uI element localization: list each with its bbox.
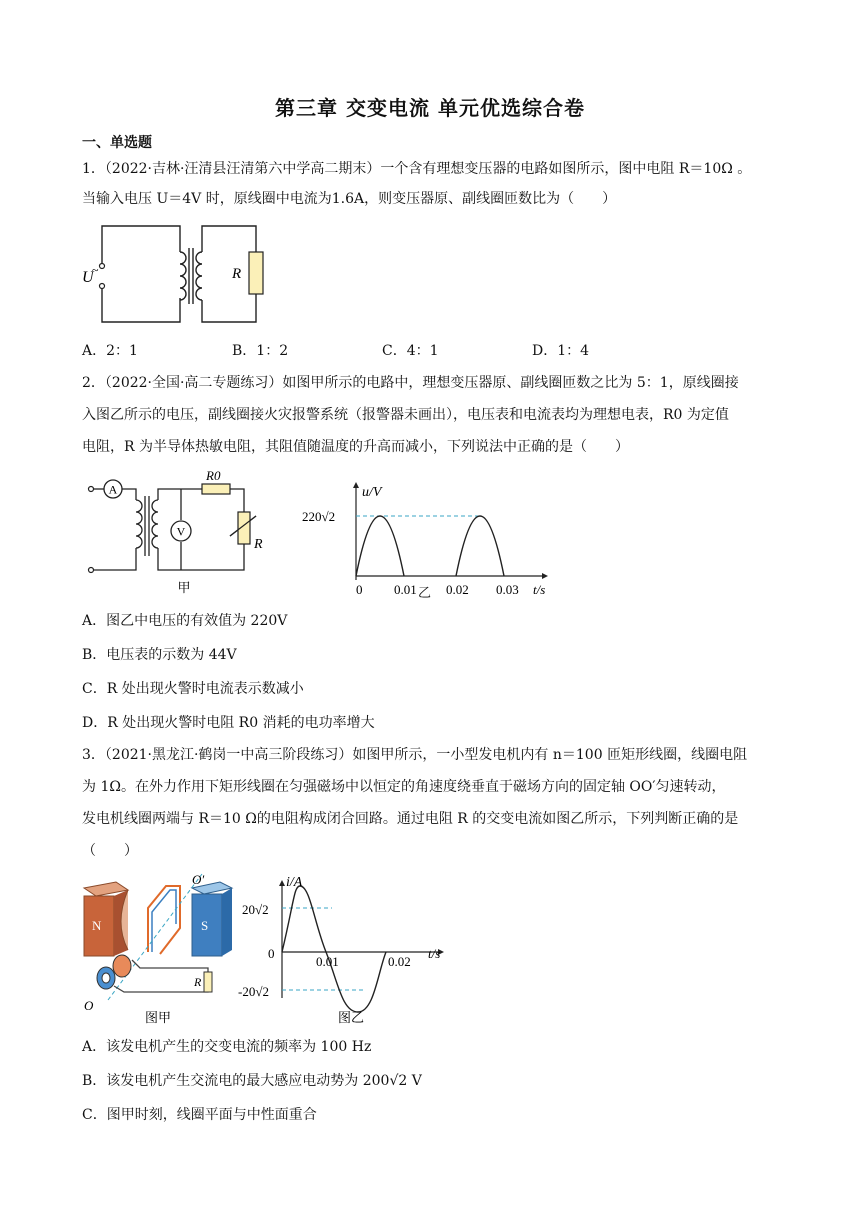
q3-graph-tick-2: 0.02	[388, 954, 411, 969]
q2-figure-yi-caption: 乙	[418, 586, 432, 601]
q3-resistor-label: R	[194, 975, 202, 989]
q3-wire-top	[132, 960, 208, 976]
q1-resistor-label: R	[232, 266, 242, 282]
q1-voltage-label: U	[82, 269, 94, 286]
q3-graph-y-arrow	[279, 880, 285, 886]
q3-graph-pos-label: 20√2	[242, 902, 269, 917]
q2-graph-ylabel: u/V	[362, 485, 382, 500]
q2-graph-x-arrow	[542, 573, 548, 579]
q3-current-graph-yi	[238, 872, 458, 1024]
q3-n-label: N	[92, 918, 102, 933]
q3-text-line1: 3．（2021·黑龙江·鹤岗一中高三阶段练习）如图甲所示，一小型发电机内有 n＝100 匝矩形线圈，线圈电阻	[82, 747, 748, 763]
q3-s-magnet-side	[222, 888, 232, 956]
q2-terminal-bottom	[89, 568, 94, 573]
q2-graph-hump-2	[456, 516, 504, 576]
q2-graph-y-arrow	[353, 482, 359, 488]
q2-text-line3: 电阻，R 为半导体热敏电阻，其阻值随温度的升高而减小，下列说法中正确的是（ ）	[82, 439, 629, 455]
q3-option-a: A．该发电机产生的交变电流的频率为 100 Hz	[82, 1039, 372, 1055]
q3-text-line3: 发电机线圈两端与 R＝10 Ω的电阻构成闭合回路。通过电阻 R 的交变电流如图乙所示，下列判断正确的是	[82, 811, 739, 827]
q2-option-d: D．R 处出现火警时电阻 R0 消耗的电功率增大	[82, 715, 375, 731]
q2-graph-tick-2: 0.02	[446, 582, 469, 597]
q2-fixed-resistor	[202, 484, 230, 494]
q2-terminal-top	[89, 487, 94, 492]
q2-circuit-figure-jia	[80, 468, 280, 596]
q3-graph-ylabel: i/A	[286, 875, 303, 890]
q3-graph-neg-label: -20√2	[238, 984, 269, 999]
q3-option-b: B．该发电机产生交流电的最大感应电动势为 200√2 V	[82, 1073, 422, 1089]
q2-graph-peak-label: 220√2	[302, 509, 336, 524]
q1-text-line2: 当输入电压 U＝4V 时，原线圈中电流为1.6A，则变压器原、副线圈匝数比为（ ）	[82, 191, 617, 207]
q3-o-prime-label: O′	[192, 872, 205, 887]
q2-text-line1: 2．（2022·全国·高二专题练习）如图甲所示的电路中，理想变压器原、副线圈匝数之比为 5：1，原线圈接	[82, 375, 739, 391]
q2-text-line2: 入图乙所示的电压，副线圈接火灾报警系统（报警器未画出），电压表和电流表均为理想电表，R0 为定值	[82, 407, 729, 423]
q1-option-d: D．1：4	[532, 343, 590, 359]
q1-ac-symbol: ~	[92, 263, 99, 277]
q2-option-c: C．R 处出现火警时电流表示数减小	[82, 681, 304, 697]
q2-graph-origin: 0	[356, 582, 363, 597]
q1-terminal-top	[100, 264, 105, 269]
q3-option-c: C．图甲时刻，线圈平面与中性面重合	[82, 1107, 317, 1123]
q2-figure-jia-caption: 甲	[177, 580, 191, 595]
q3-figure-yi-caption: 图乙	[338, 1010, 365, 1024]
section-heading: 一、单选题	[82, 135, 152, 151]
q3-text-line2: 为 1Ω。在外力作用下矩形线圈在匀强磁场中以恒定的角速度绕垂直于磁场方向的固定轴 OO′匀速转动，	[82, 779, 726, 795]
q2-ammeter-label: A	[108, 482, 118, 497]
q1-transformer-circuit-figure	[80, 218, 280, 328]
q3-figure-jia-caption: 图甲	[144, 1010, 172, 1025]
q3-o-label: O	[84, 998, 94, 1013]
q1-option-a: A．2：1	[82, 343, 138, 359]
q2-fixed-resistor-label: R0	[206, 468, 221, 483]
q3-s-label: S	[201, 918, 209, 933]
page-title: 第三章 交变电流 单元优选综合卷	[275, 96, 585, 120]
q2-graph-tick-1: 0.01	[394, 582, 417, 597]
q2-graph-tick-3: 0.03	[496, 582, 519, 597]
q3-graph-tick-1: 0.01	[316, 954, 339, 969]
q3-resistor	[204, 972, 212, 992]
q3-generator-figure-jia	[80, 868, 240, 1028]
q1-option-b: B．1：2	[232, 343, 289, 359]
q1-text-line1: 1．（2022·吉林·汪清县汪清第六中学高二期末）一个含有理想变压器的电路如图所示，图中电阻 R＝10Ω 。	[82, 161, 752, 177]
q3-slip-ring-hole	[102, 973, 110, 983]
q3-graph-xlabel: t/s	[428, 946, 441, 961]
q1-option-c: C．4：1	[382, 343, 439, 359]
q3-graph-sine-curve	[282, 886, 386, 1012]
q3-text-line4: （ ）	[82, 843, 138, 859]
q2-option-a: A．图乙中电压的有效值为 220V	[82, 613, 288, 629]
q1-resistor	[249, 252, 263, 294]
q2-option-b: B．电压表的示数为 44V	[82, 647, 237, 663]
q3-graph-origin: 0	[268, 946, 275, 961]
q1-terminal-bottom	[100, 284, 105, 289]
q2-thermistor-label: R	[254, 537, 263, 552]
q2-voltmeter-label: V	[176, 524, 186, 539]
q2-graph-xlabel: t/s	[533, 582, 546, 597]
q3-slip-ring-1	[113, 955, 131, 977]
q2-graph-hump-1	[356, 516, 404, 576]
